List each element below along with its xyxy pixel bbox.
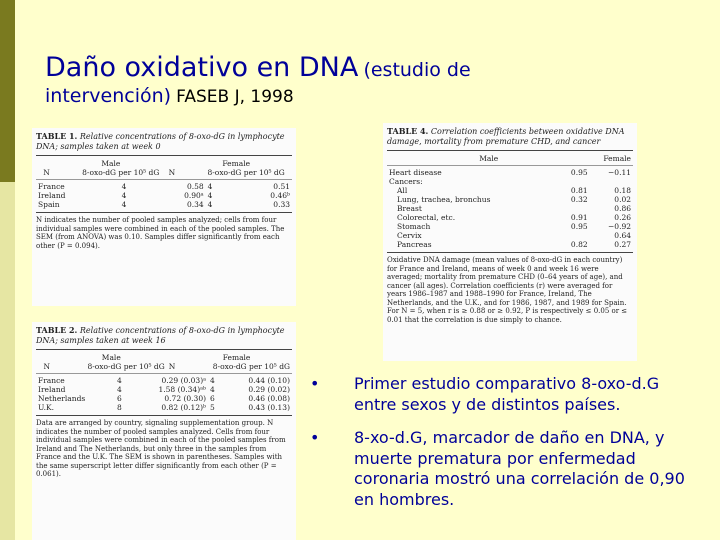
left-accent-bar-dark: [0, 0, 15, 182]
table-row: All 0.81 0.18: [397, 186, 631, 195]
table-row: France 4 0.29 (0.03)ᵃ 4 0.44 (0.10): [38, 376, 290, 385]
left-accent-bar-light: [0, 182, 15, 540]
table-row: Pancreas 0.82 0.27: [397, 240, 631, 249]
bullet-marker: •: [310, 374, 320, 393]
table-row: Breast 0.86: [397, 204, 631, 213]
table2-scan: [32, 322, 296, 540]
table-row: Ireland 4 0.90ᵃ 4 0.46ᵇ: [38, 191, 290, 200]
table2: Male Female N 8-oxo-dG per 10⁵ dG N 8-oxo-dG per 10⁵ dG: [43, 353, 290, 371]
bullet-item: [310, 374, 705, 415]
table-row: Cancers:: [389, 177, 423, 186]
table-row: Netherlands 6 0.72 (0.30) 6 0.46 (0.08): [38, 394, 290, 403]
table4-caption: TABLE 4. Correlation coefficients between oxidative DNA damage, mortality from premature CHD, and cancer: [387, 126, 625, 146]
title-paren-cont: intervención): [45, 85, 172, 107]
table2-caption: TABLE 2. Relative concentrations of 8-oxo-dG in lymphocyte DNA; samples taken at week 16: [36, 325, 285, 345]
bullet-marker: •: [310, 428, 320, 447]
table4: Male Female: [479, 154, 631, 163]
table2-note: Data are arranged by country, signaling supplementation group. N indicates the number of pooled samples analyzed. Cells from four individual samples were combined in each of the pooled samples from Ireland and The Netherlands, but only three in the samples from France and the U.K. The SEM is shown in parentheses. Samples with the same superscript letter differ significantly from each other (P = 0.061).: [36, 419, 286, 478]
table-row: Cervix 0.64: [397, 231, 631, 240]
table1: Male Female N 8-oxo-dG per 10⁵ dG N 8-oxo-dG per 10⁵ dG: [43, 159, 285, 177]
slide-title-line2: [45, 85, 294, 107]
table1-caption: TABLE 1. Relative concentrations of 8-oxo-dG in lymphocyte DNA; samples taken at week 0: [36, 131, 285, 151]
table-row: Spain 4 0.34 4 0.33: [38, 200, 290, 209]
table-row: Stomach 0.95 −0.92: [397, 222, 631, 231]
table4-body: [387, 168, 633, 249]
table4-scan: [383, 123, 637, 361]
table-row: Lung, trachea, bronchus 0.32 0.02: [397, 195, 631, 204]
table-row: France 4 0.58 4 0.51: [38, 182, 290, 191]
title-paren: (estudio de: [363, 59, 471, 81]
table1-note: N indicates the number of pooled samples analyzed; cells from four individual samples were combined in each of the pooled samples. The SEM (from ANOVA) was 0.10. Samples differ significantly from each other (P = 0.094).: [36, 216, 285, 250]
title-main: Daño oxidativo en DNA: [45, 52, 359, 83]
table4-note: Oxidative DNA damage (mean values of 8-oxo-dG in each country) for France and Ireland, means of week 0 and week 16 were averaged; mortality from premature CHD (0–64 years of age), and cancer (all ages). Correlation coefficients (r) were averaged for years 1986–1987 and 1988–1990 for France, Ireland, The Netherlands, and the U.K., and for 1986, 1987, and 1989 for Spain. For N = 5, when r is ≥ 0.88 or ≥ 0.92, P is respectively ≤ 0.05 or ≤ 0.01 that the correlation is due simply to chance.: [387, 256, 628, 324]
table2-body: [36, 376, 292, 412]
bullet-text: 8-xo-d.G, marcador de daño en DNA, y muerte prematura por enfermedad coronaria mostró una correlación de 0,90 en hombres.: [354, 428, 685, 509]
title-source: FASEB J, 1998: [176, 87, 294, 107]
table-row: Ireland 4 1.58 (0.34)ᵃᵇ 4 0.29 (0.02): [38, 385, 290, 394]
table-row: Heart disease 0.95 −0.11: [389, 168, 631, 177]
table-row: U.K. 8 0.82 (0.12)ᵇ 5 0.43 (0.13): [38, 403, 290, 412]
bullet-list: [310, 374, 705, 523]
bullet-item: [310, 428, 705, 510]
table-row: Colorectal, etc. 0.91 0.26: [397, 213, 631, 222]
table1-scan: [32, 128, 296, 306]
bullet-text: Primer estudio comparativo 8-oxo-d.G entre sexos y de distintos países.: [354, 374, 660, 414]
slide-title: [45, 52, 471, 83]
table1-body: [36, 182, 292, 209]
